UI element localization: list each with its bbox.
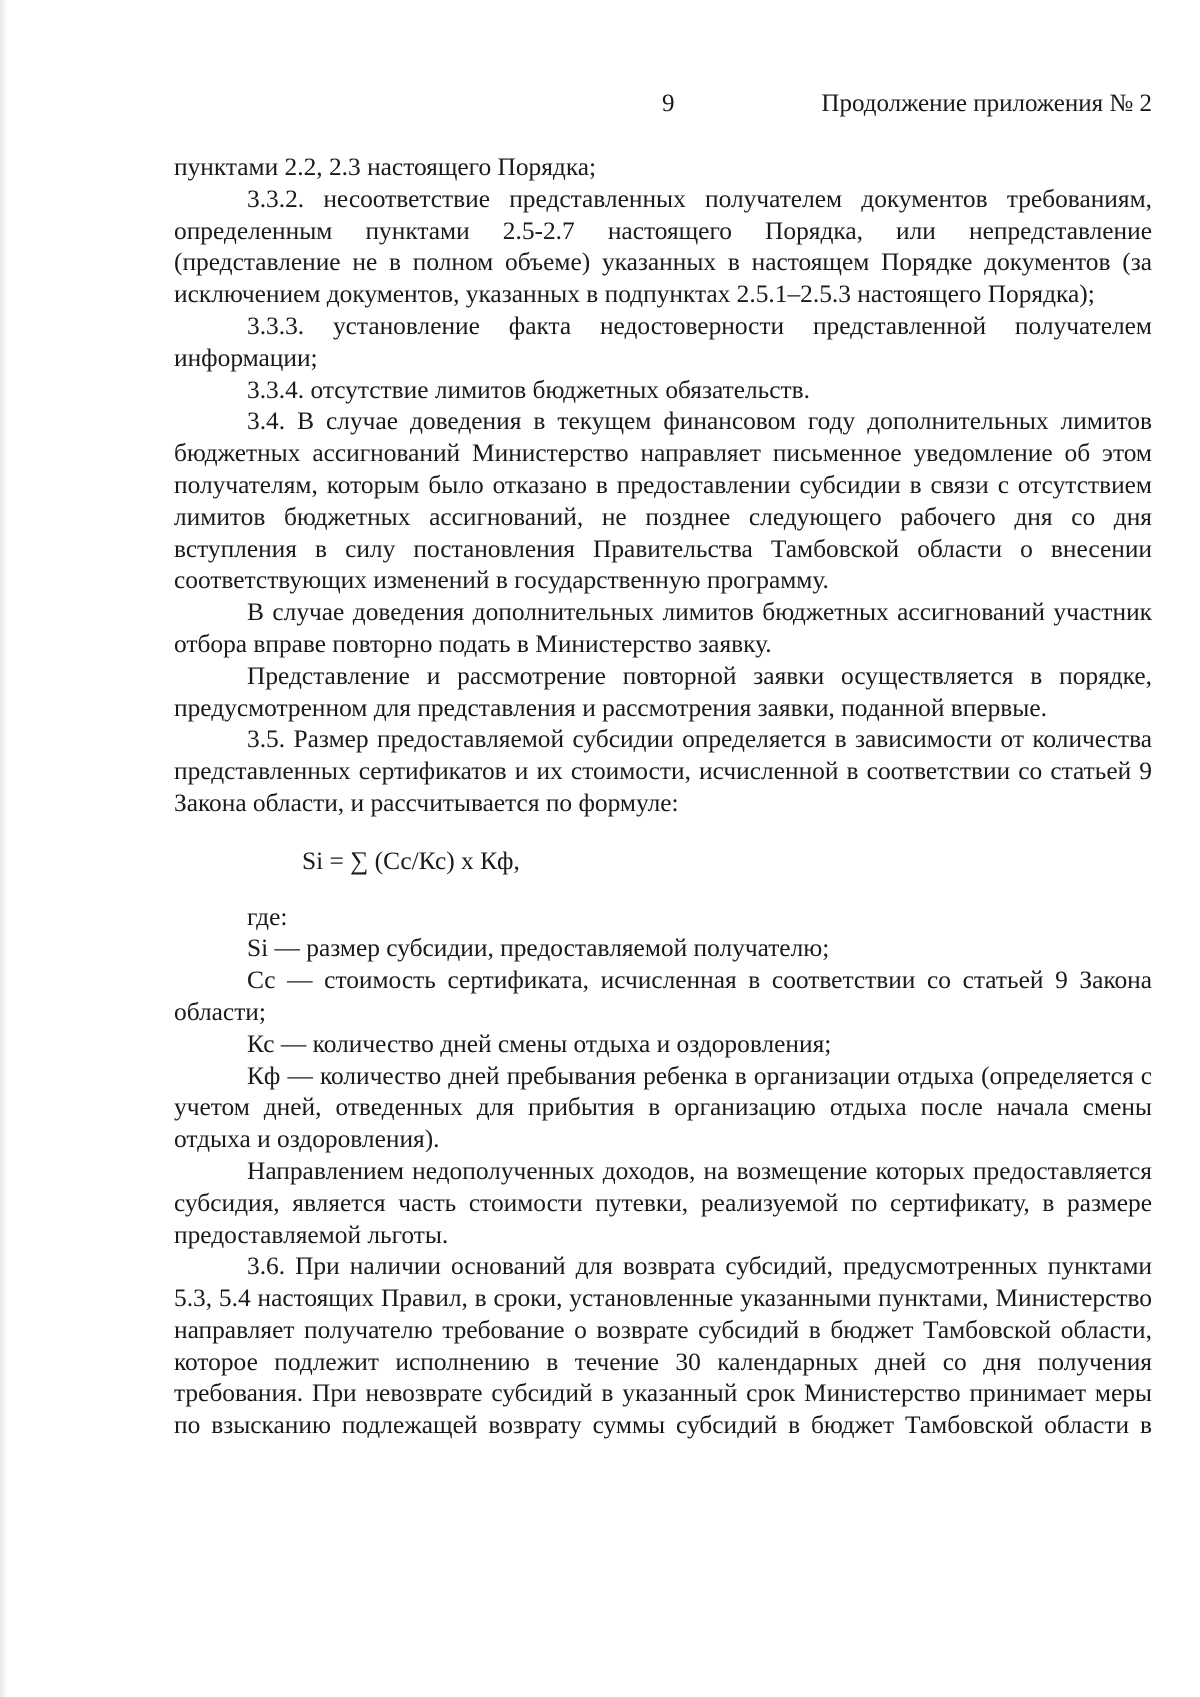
paragraph-3-3-4: 3.3.4. отсутствие лимитов бюджетных обязательств.: [247, 375, 810, 404]
paragraph-lost-income: Направлением недополученных доходов, на возмещение которых предоставляется субсидия, является часть стоимости путевки, реализуемой по сертификату, в размере предоставляемой льготы.: [174, 1156, 1152, 1249]
paragraph-additional-limits: В случае доведения дополнительных лимитов бюджетных ассигнований участник отбора вправе повторно подать в Министерство заявку.: [174, 598, 1152, 658]
paragraph-3-3-3: 3.3.3. установление факта недостоверности представленной получателем информации;: [174, 311, 1152, 372]
paragraph-3-3-2: 3.3.2. несоответствие представленных получателем документов требованиям, определенным пунктами 2.5-2.7 настоящего Порядка, или непредставление (представление не в полном объеме) указанных в настоящем Порядке документов (за исключением документов, указанных в подпунктах 2.5.1–2.5.3 настоящего Порядка);: [174, 184, 1152, 309]
paragraph-3-6: 3.6. При наличии оснований для возврата субсидий, предусмотренных пунктами 5.3, 5.4 настоящих Правил, в сроки, установленные указанными пунктами, Министерство направляет получателю требование о возврате субсидий в бюджет Тамбовской области, которое подлежит исполнению в течение 30 календарных дней со дня получения требования. При невозврате субсидий в указанный срок Министерство принимает меры по взысканию подлежащей возврату суммы субсидий в бюджет Тамбовской области в: [174, 1252, 1152, 1440]
document-body: [174, 152, 1152, 1442]
paragraph-3-5: 3.5. Размер предоставляемой субсидии определяется в зависимости от количества представленных сертификатов и их стоимости, исчисленной в соответствии со статьей 9 Закона области, и рассчитывается по формуле:: [174, 725, 1152, 817]
paragraph-repeat-application: Представление и рассмотрение повторной заявки осуществляется в порядке, предусмотренном для представления и рассмотрения заявки, поданной впервые.: [174, 661, 1152, 722]
definition-si: Si — размер субсидии, предоставляемой получателю;: [247, 934, 830, 963]
definition-kf: Кф — количество дней пребывания ребенка в организации отдыха (определяется с учетом дней, отведенных для прибытия в организацию отдыха после начала смены отдыха и оздоровления).: [174, 1061, 1152, 1154]
definition-kc: Кс — количество дней смены отдыха и оздоровления;: [247, 1029, 832, 1058]
subsidy-formula: Si = ∑ (Сс/Кс) х Кф,: [302, 846, 520, 875]
formula-where: где:: [247, 902, 288, 931]
definition-cc: Сс — стоимость сертификата, исчисленная в соответствии со статьей 9 Закона области;: [174, 966, 1152, 1026]
page-header: [0, 90, 1200, 124]
paragraph-3-4: 3.4. В случае доведения в текущем финансовом году дополнительных лимитов бюджетных ассигнований Министерство направляет письменное уведомление об этом получателям, которым было отказано в предоставлении субсидии в связи с отсутствием лимитов бюджетных ассигнований, не позднее следующего рабочего дня со дня вступления в силу постановления Правительства Тамбовской области о внесении соответствующих изменений в государственную программу.: [174, 407, 1152, 595]
paragraph-continuation: пунктами 2.2, 2.3 настоящего Порядка;: [174, 153, 597, 181]
scan-edge: [0, 0, 8, 1697]
appendix-continuation-title: Продолжение приложения № 2: [821, 90, 1152, 117]
page-number: 9: [662, 90, 675, 117]
